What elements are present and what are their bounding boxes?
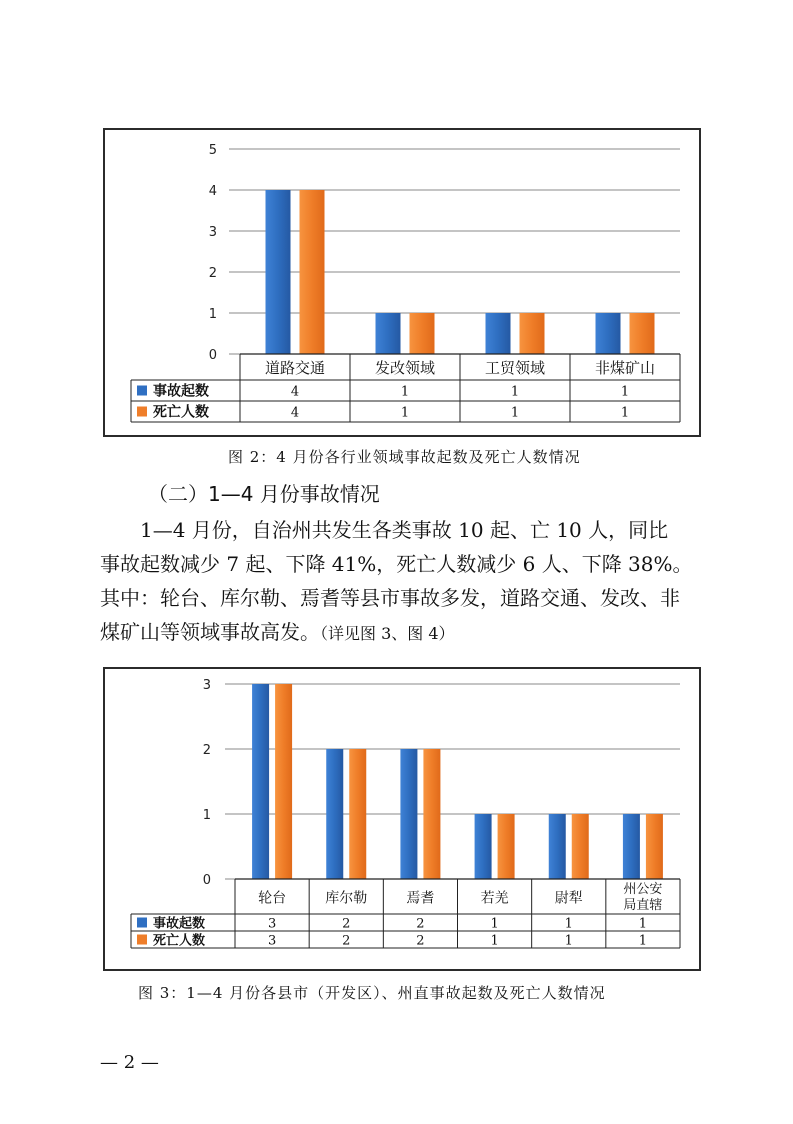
x-category-label: 若羌 bbox=[480, 890, 509, 907]
chart-svg-figure-3 bbox=[105, 669, 699, 969]
data-label: 4 bbox=[290, 405, 300, 421]
data-label: 4 bbox=[290, 384, 300, 400]
chart-figure-3 bbox=[103, 667, 701, 971]
x-category-label: 焉耆 bbox=[406, 890, 435, 907]
x-category-label: 局直辖 bbox=[623, 898, 663, 913]
y-tick-label: 5 bbox=[208, 143, 217, 158]
bar-accidents bbox=[376, 313, 401, 354]
section-heading: （二）1—4 月份事故情况 bbox=[148, 482, 380, 506]
bar-accidents bbox=[475, 814, 492, 879]
legend-label: 死亡人数 bbox=[153, 933, 206, 949]
x-category-label: 发改领域 bbox=[374, 359, 436, 377]
data-label: 1 bbox=[564, 916, 573, 932]
figure-3-caption: 图 3：1—4 月份各县市（开发区）、州直事故起数及死亡人数情况 bbox=[138, 984, 606, 1002]
legend-swatch-deaths bbox=[137, 935, 147, 945]
paragraph-line-3: 其中：轮台、库尔勒、焉耆等县市事故多发，道路交通、发改、非 bbox=[100, 586, 680, 610]
bar-deaths bbox=[349, 749, 366, 879]
bar-deaths bbox=[646, 814, 663, 879]
data-label: 1 bbox=[510, 384, 520, 400]
chart-figure-2 bbox=[103, 128, 701, 437]
data-label: 3 bbox=[267, 933, 277, 949]
data-label: 1 bbox=[638, 916, 648, 932]
bar-accidents bbox=[486, 313, 511, 354]
y-tick-label: 3 bbox=[202, 678, 211, 693]
y-tick-label: 0 bbox=[202, 873, 211, 888]
figure-2-caption: 图 2：4 月份各行业领域事故起数及死亡人数情况 bbox=[228, 448, 581, 466]
legend-label: 死亡人数 bbox=[153, 404, 209, 421]
data-label: 2 bbox=[342, 916, 351, 932]
legend-swatch-deaths bbox=[137, 407, 147, 417]
section-paragraph bbox=[100, 513, 700, 651]
bar-accidents bbox=[623, 814, 640, 879]
bar-deaths bbox=[498, 814, 515, 879]
x-category-label: 尉犁 bbox=[554, 890, 583, 907]
bar-deaths bbox=[630, 313, 655, 354]
x-category-label: 非煤矿山 bbox=[594, 359, 656, 377]
data-label: 2 bbox=[342, 933, 351, 949]
data-label: 1 bbox=[620, 384, 630, 400]
y-tick-label: 4 bbox=[208, 184, 217, 199]
y-tick-label: 2 bbox=[208, 266, 217, 281]
bar-deaths bbox=[410, 313, 435, 354]
legend-swatch-accidents bbox=[137, 918, 147, 928]
legend-label: 事故起数 bbox=[153, 916, 206, 932]
bar-accidents bbox=[266, 190, 291, 354]
y-tick-label: 1 bbox=[202, 808, 211, 823]
y-tick-label: 3 bbox=[208, 225, 217, 240]
bar-deaths bbox=[300, 190, 325, 354]
x-category-label: 库尔勒 bbox=[325, 890, 368, 907]
bar-deaths bbox=[520, 313, 545, 354]
figure-reference-note: （详见图 3、图 4） bbox=[320, 624, 455, 643]
data-label: 2 bbox=[416, 933, 425, 949]
page-number: — 2 — bbox=[100, 1052, 159, 1073]
data-label: 1 bbox=[400, 384, 410, 400]
chart-svg-figure-2 bbox=[105, 130, 699, 435]
x-category-label: 州公安 bbox=[623, 882, 663, 897]
data-label: 1 bbox=[564, 933, 573, 949]
bar-accidents bbox=[596, 313, 621, 354]
y-tick-label: 2 bbox=[202, 743, 211, 758]
paragraph-line-4-text: 煤矿山等领域事故高发。 bbox=[100, 620, 320, 644]
x-category-label: 工贸领域 bbox=[484, 359, 546, 377]
x-category-label: 道路交通 bbox=[264, 359, 326, 377]
legend-swatch-accidents bbox=[137, 386, 147, 396]
bar-accidents bbox=[326, 749, 343, 879]
bar-accidents bbox=[549, 814, 566, 879]
paragraph-line-1: 1—4 月份，自治州共发生各类事故 10 起、亡 10 人，同比 bbox=[140, 518, 669, 542]
data-label: 2 bbox=[416, 916, 425, 932]
legend-label: 事故起数 bbox=[153, 383, 209, 400]
bar-deaths bbox=[572, 814, 589, 879]
data-label: 1 bbox=[638, 933, 648, 949]
data-label: 3 bbox=[267, 916, 277, 932]
x-category-label: 轮台 bbox=[258, 890, 287, 907]
y-tick-label: 0 bbox=[208, 348, 217, 363]
y-tick-label: 1 bbox=[208, 307, 217, 322]
bar-deaths bbox=[275, 684, 292, 879]
bar-deaths bbox=[423, 749, 440, 879]
paragraph-line-4 bbox=[100, 615, 700, 651]
data-label: 1 bbox=[510, 405, 520, 421]
data-label: 1 bbox=[400, 405, 410, 421]
bar-accidents bbox=[400, 749, 417, 879]
data-label: 1 bbox=[490, 933, 499, 949]
paragraph-line-2: 事故起数减少 7 起、下降 41%，死亡人数减少 6 人、下降 38%。 bbox=[100, 552, 693, 576]
data-label: 1 bbox=[620, 405, 630, 421]
bar-accidents bbox=[252, 684, 269, 879]
data-label: 1 bbox=[490, 916, 499, 932]
